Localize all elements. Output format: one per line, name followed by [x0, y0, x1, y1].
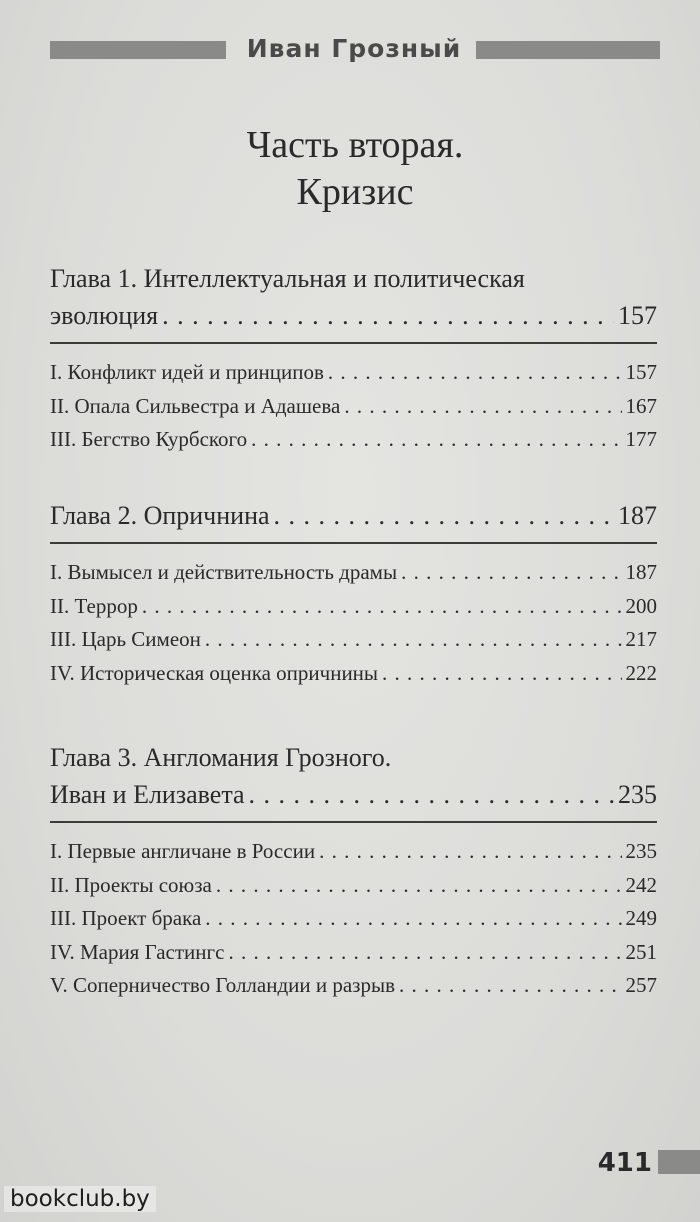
header-bar-right — [476, 41, 660, 59]
section-title: I. Первые англичане в России — [50, 839, 316, 863]
toc-chapter-3 — [50, 739, 657, 1003]
section-page-number: 167 — [625, 393, 657, 418]
chapter-title-entry — [50, 297, 657, 334]
section-title: II. Террор — [50, 593, 138, 618]
watermark-text: bookclub.by — [4, 1186, 156, 1212]
section-entry — [50, 835, 657, 869]
section-list — [50, 356, 657, 457]
section-entry — [50, 356, 657, 390]
section-list — [50, 556, 657, 690]
running-header — [50, 36, 660, 66]
chapter-rule — [50, 821, 657, 823]
dot-leader — [399, 969, 621, 1003]
dot-leader — [274, 497, 614, 534]
dot-leader — [251, 423, 621, 457]
section-title: III. Бегство Курбского — [50, 427, 248, 451]
chapter-title-entry — [50, 776, 657, 813]
chapter-title-line: Глава 1. Интеллектуальная и политическая — [50, 264, 525, 293]
chapter-title-line: Глава 3. Англомания Грозного. — [50, 743, 392, 772]
running-header-title: Иван Грозный — [246, 34, 462, 63]
section-title: III. Царь Симеон — [50, 627, 201, 651]
dot-leader — [344, 390, 621, 424]
section-title: I. Вымысел и действительность драмы — [50, 560, 398, 584]
section-entry — [50, 590, 657, 624]
dot-leader — [319, 835, 621, 869]
section-page-number: 222 — [625, 660, 657, 685]
section-list — [50, 835, 657, 1003]
chapter-title-entry — [50, 497, 657, 534]
section-page-number: 157 — [625, 360, 657, 384]
section-entry — [50, 390, 657, 424]
section-entry — [50, 623, 657, 657]
section-title: V. Соперничество Голландии и разрыв — [50, 973, 396, 997]
section-page-number: 200 — [625, 593, 657, 618]
section-page-number: 242 — [625, 872, 657, 897]
dot-leader — [205, 902, 621, 936]
dot-leader — [216, 869, 622, 903]
footer-bar — [658, 1150, 700, 1174]
dot-leader — [382, 657, 621, 691]
header-bar-left — [50, 41, 226, 59]
dot-leader — [228, 936, 621, 970]
toc-chapter-1 — [50, 260, 657, 457]
dot-leader — [249, 776, 614, 813]
section-title: III. Проект брака — [50, 906, 202, 930]
dot-leader — [401, 556, 621, 590]
section-title: IV. Мария Гастингс — [50, 939, 225, 964]
section-page-number: 217 — [625, 627, 657, 651]
chapter-rule — [50, 342, 657, 344]
section-entry — [50, 869, 657, 903]
section-page-number: 187 — [625, 560, 657, 584]
chapter-title-line: Иван и Елизавета — [50, 780, 245, 809]
page-number: 411 — [597, 1148, 652, 1178]
section-title: II. Проекты союза — [50, 872, 212, 897]
dot-leader — [142, 590, 622, 624]
chapter-page-number: 187 — [618, 501, 657, 530]
chapter-page-number: 235 — [618, 780, 657, 809]
section-entry — [50, 657, 657, 691]
part-heading-line2: Кризис — [296, 171, 414, 213]
chapter-title-line: эволюция — [50, 301, 159, 330]
section-page-number: 235 — [625, 839, 657, 863]
section-entry — [50, 556, 657, 590]
section-entry — [50, 423, 657, 457]
section-title: II. Опала Сильвестра и Адашева — [50, 393, 341, 418]
chapter-page-number: 157 — [618, 301, 657, 330]
section-entry — [50, 902, 657, 936]
toc-chapter-2 — [50, 497, 657, 690]
section-entry — [50, 936, 657, 970]
section-entry — [50, 969, 657, 1003]
section-page-number: 177 — [625, 427, 657, 451]
chapter-rule — [50, 542, 657, 544]
section-title: I. Конфликт идей и принципов — [50, 360, 324, 384]
part-heading-line1: Часть вторая. — [246, 124, 464, 166]
section-title: IV. Историческая оценка опричнины — [50, 660, 379, 685]
dot-leader — [205, 623, 622, 657]
section-page-number: 257 — [625, 973, 657, 997]
dot-leader — [162, 297, 614, 334]
section-page-number: 249 — [625, 906, 657, 930]
dot-leader — [328, 356, 622, 390]
chapter-title-line: Глава 2. Опричнина — [50, 501, 270, 530]
section-page-number: 251 — [625, 939, 657, 964]
part-heading — [50, 122, 660, 216]
